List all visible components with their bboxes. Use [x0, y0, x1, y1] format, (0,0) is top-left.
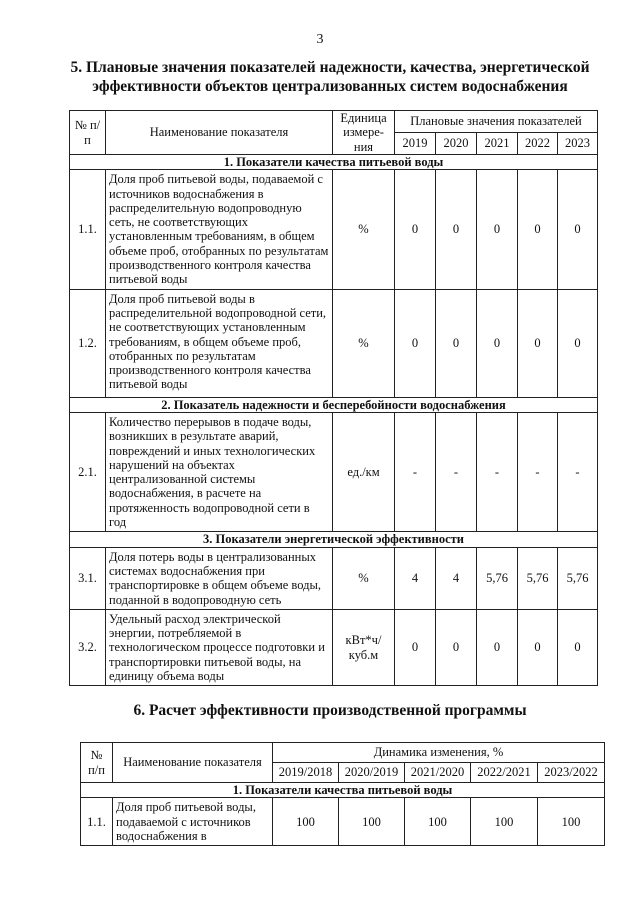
row-num: 1.2.: [70, 289, 106, 397]
header-plan: Плановые значения показателей: [395, 111, 598, 133]
value-cell: -: [477, 412, 518, 531]
value-cell: 4: [395, 547, 436, 609]
unit-cell: %: [333, 170, 395, 289]
indicator-name: Доля проб питьевой воды, подаваемой с источников водоснабжения в распределительную водопроводную сеть, не соответствующих установленным требованиям, в общем объеме проб, отобранных по результатам производственного контроля качества питьевой воды: [106, 170, 333, 289]
value-cell: 0: [395, 170, 436, 289]
efficiency-table: [80, 742, 605, 846]
header-period: 2019/2018: [273, 763, 339, 783]
value-cell: 0: [395, 289, 436, 397]
row-num: 3.1.: [70, 547, 106, 609]
indicator-name: Доля потерь воды в централизованных системах водоснабжения при транспортировке в общем объеме воды, поданной в водопроводную сеть: [106, 547, 333, 609]
value-cell: 4: [436, 547, 477, 609]
header-year: 2020: [436, 133, 477, 155]
indicator-name: Доля проб питьевой воды в распределительной водопроводной сети, не соответствующих установленным требованиям, в общем объеме проб, отобранных по результатам производственного контроля качества питьевой воды: [106, 289, 333, 397]
unit-cell: ед./км: [333, 412, 395, 531]
value-cell: -: [395, 412, 436, 531]
group-title: 3. Показатели энергетической эффективности: [70, 532, 598, 547]
value-cell: -: [558, 412, 598, 531]
header-period: 2020/2019: [339, 763, 405, 783]
group-title: 1. Показатели качества питьевой воды: [70, 155, 598, 170]
value-cell: 0: [558, 170, 598, 289]
plan-values-table: [69, 110, 598, 686]
value-cell: 100: [405, 798, 471, 846]
section5-title-line1: 5. Плановые значения показателей надежности, качества, энергетической: [70, 59, 590, 76]
value-cell: 5,76: [518, 547, 558, 609]
indicator-name: Количество перерывов в подаче воды, возникших в результате аварий, повреждений и иных технологических нарушений на объектах централизованной системы водоснабжения, в расчете на протяженность водопроводной сети в год: [106, 412, 333, 531]
header-dynamics: Динамика изменения, %: [273, 743, 605, 763]
header-period: 2023/2022: [538, 763, 605, 783]
value-cell: 0: [558, 609, 598, 685]
value-cell: 0: [477, 170, 518, 289]
unit-cell: %: [333, 547, 395, 609]
header-unit: Единица измере-ния: [333, 111, 395, 155]
header-year: 2022: [518, 133, 558, 155]
header-period: 2021/2020: [405, 763, 471, 783]
header-num: № п/п: [81, 743, 113, 783]
row-num: 1.1.: [81, 798, 113, 846]
group-title: 2. Показатель надежности и бесперебойности водоснабжения: [70, 397, 598, 412]
value-cell: 0: [558, 289, 598, 397]
value-cell: 0: [477, 289, 518, 397]
value-cell: 5,76: [477, 547, 518, 609]
value-cell: 0: [395, 609, 436, 685]
value-cell: 100: [538, 798, 605, 846]
group-title: 1. Показатели качества питьевой воды: [81, 783, 605, 798]
value-cell: 0: [436, 289, 477, 397]
value-cell: 0: [518, 609, 558, 685]
section5-title-line2: эффективности объектов централизованных систем водоснабжения: [92, 78, 568, 95]
header-year: 2021: [477, 133, 518, 155]
value-cell: 0: [477, 609, 518, 685]
value-cell: 100: [339, 798, 405, 846]
section6-title: 6. Расчет эффективности производственной программы: [133, 702, 527, 719]
value-cell: 0: [518, 170, 558, 289]
value-cell: -: [518, 412, 558, 531]
value-cell: 0: [436, 170, 477, 289]
row-num: 1.1.: [70, 170, 106, 289]
unit-cell: %: [333, 289, 395, 397]
header-year: 2023: [558, 133, 598, 155]
value-cell: -: [436, 412, 477, 531]
indicator-name: Удельный расход электрической энергии, потребляемой в технологическом процессе подготовки и транспортировки питьевой воды, на единицу объема воды: [106, 609, 333, 685]
unit-cell: кВт*ч/ куб.м: [333, 609, 395, 685]
value-cell: 100: [471, 798, 538, 846]
section5-title: [70, 58, 590, 96]
indicator-name: Доля проб питьевой воды, подаваемой с источников водоснабжения в: [113, 798, 273, 846]
header-year: 2019: [395, 133, 436, 155]
header-period: 2022/2021: [471, 763, 538, 783]
value-cell: 0: [436, 609, 477, 685]
value-cell: 0: [518, 289, 558, 397]
header-name: Наименование показателя: [113, 743, 273, 783]
row-num: 2.1.: [70, 412, 106, 531]
header-name: Наименование показателя: [106, 111, 333, 155]
value-cell: 100: [273, 798, 339, 846]
header-num: № п/п: [70, 111, 106, 155]
row-num: 3.2.: [70, 609, 106, 685]
value-cell: 5,76: [558, 547, 598, 609]
page-number: 3: [316, 32, 324, 47]
